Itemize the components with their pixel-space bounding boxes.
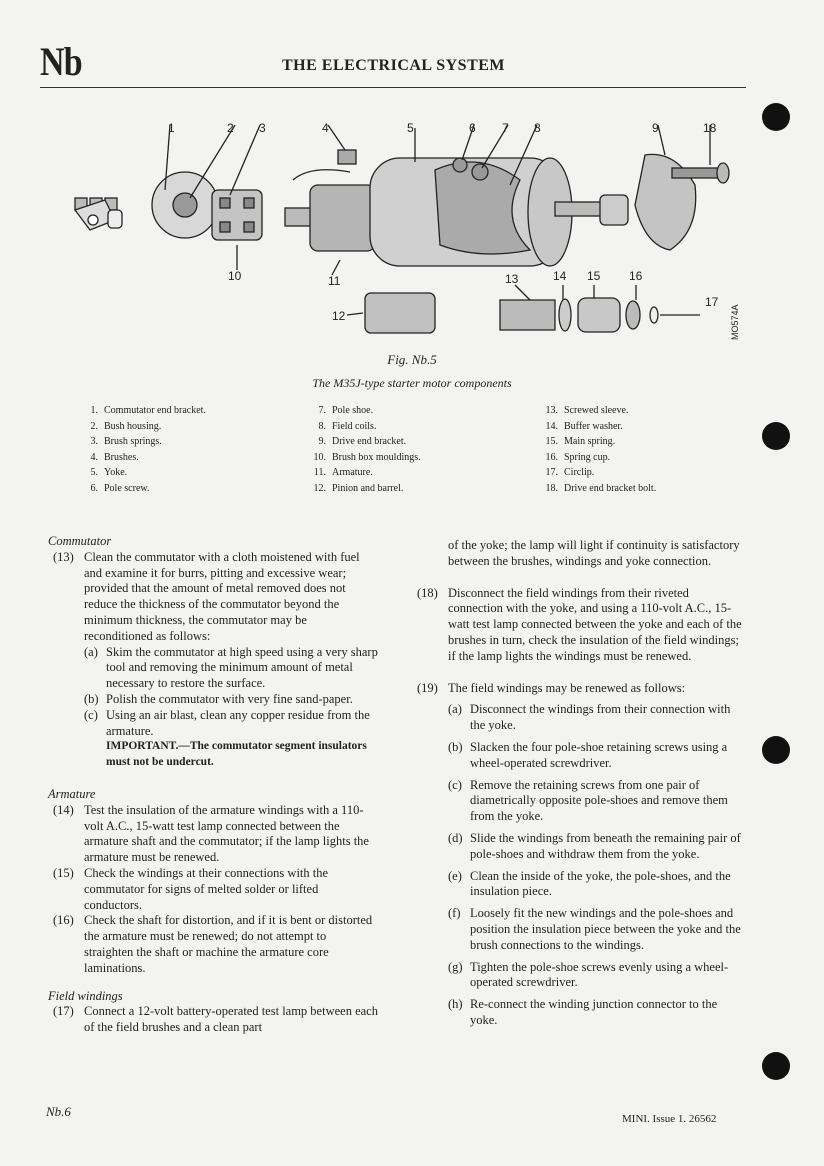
- important-note: IMPORTANT.—The commutator segment insulators must not be undercut.: [106, 740, 367, 769]
- step-19d: (d) Slide the windings from beneath the remaining pair of pole-shoes and withdraw them from the yoke.: [448, 830, 741, 861]
- legend-item: 9. Drive end bracket.: [318, 436, 407, 447]
- diagram-label: 8: [534, 121, 541, 135]
- legend-item: 17. Circlip.: [545, 467, 595, 478]
- step-19f: (f) Loosely fit the new windings and the pole-shoes and position the insulation piece between the yoke and the brush connections to the windings.: [448, 906, 741, 952]
- diagram-label: 1: [168, 121, 175, 135]
- step-13a: (a) Skim the commutator at high speed using a very sharp tool and removing the minimum amount of metal necessary to restore the surface.: [84, 644, 378, 691]
- punch-hole: [762, 103, 790, 131]
- legend-item: 2. Bush housing.: [90, 420, 162, 432]
- section-code: Nb: [40, 39, 82, 84]
- legend-column-2: [306, 403, 421, 496]
- legend-item: 10. Brush box mouldings.: [313, 451, 421, 463]
- diagram-label: 5: [407, 121, 414, 135]
- figure-code: MO574A: [730, 304, 740, 340]
- diagram-label: 4: [322, 121, 329, 135]
- step-19a: (a) Disconnect the windings from their connection with the yoke.: [448, 702, 731, 733]
- step-19b: (b) Slacken the four pole-shoe retaining screws using a wheel-operated screwdriver.: [448, 739, 728, 770]
- step-13c: (c) Using an air blast, clean any copper residue from the armature.: [84, 707, 370, 738]
- step-19g: (g) Tighten the pole-shoe screws evenly using a wheel-operated screwdriver.: [448, 959, 729, 990]
- diagram-label: 3: [259, 121, 266, 135]
- step-16: (16) Check the shaft for distortion, and if it is bent or distorted the armature must be renewed; do not attempt to straighten the shaft or machine the armature core laminations.: [53, 913, 373, 975]
- legend-item: 15. Main spring.: [545, 436, 616, 447]
- punch-hole: [762, 736, 790, 764]
- diagram-label: 14: [553, 269, 567, 283]
- step-17-continued: of the yoke; the lamp will light if continuity is satisfactory between the brushes, windings and yoke connection.: [448, 538, 740, 568]
- figure-caption: The M35J-type starter motor components: [312, 376, 512, 390]
- legend-column-1: [78, 403, 206, 496]
- starter-motor-diagram: [60, 110, 750, 360]
- step-13b: (b) Polish the commutator with very fine sand-paper.: [84, 691, 353, 706]
- diagram-label: 10: [228, 269, 242, 283]
- diagram-label: 15: [587, 269, 601, 283]
- legend-item: 11. Armature.: [313, 467, 373, 478]
- legend-item: 18. Drive end bracket bolt.: [545, 482, 657, 494]
- subheading-commutator: Commutator: [48, 534, 112, 548]
- step-19c: (c) Remove the retaining screws from one pair of diametrically opposite pole-shoes and remove them from the yoke.: [448, 777, 728, 824]
- diagram-label: 18: [703, 121, 717, 135]
- diagram-label: 16: [629, 269, 643, 283]
- legend-item: 13. Screwed sleeve.: [545, 405, 629, 416]
- step-18: (18) Disconnect the field windings from their riveted connection with the yoke, and using a 110-volt A.C., 15-watt test lamp connected between the yoke and each of the brushes in turn, check the insulation of the field windings; if the lamp lights the windings must be renewed.: [417, 585, 742, 663]
- legend-item: 7. Pole shoe.: [318, 405, 374, 416]
- right-column: [412, 538, 742, 1029]
- diagram-label: 2: [227, 121, 234, 135]
- step-19h: (h) Re-connect the winding junction connector to the yoke.: [448, 997, 718, 1027]
- punch-hole: [762, 422, 790, 450]
- legend-item: 14. Buffer washer.: [545, 420, 623, 432]
- subheading-armature: Armature: [48, 786, 96, 801]
- diagram-label: 11: [328, 274, 341, 288]
- punch-hole: [762, 1052, 790, 1080]
- legend-item: 12. Pinion and barrel.: [313, 482, 404, 494]
- issue-info: MINI. Issue 1. 26562: [622, 1113, 717, 1125]
- left-column: [48, 534, 378, 1036]
- diagram-label: 17: [705, 295, 719, 309]
- page-number: Nb.6: [46, 1104, 71, 1119]
- diagram-label: 12: [332, 309, 346, 323]
- step-17: (17) Connect a 12-volt battery-operated test lamp between each of the field brushes and a clean part: [53, 1004, 378, 1035]
- legend-item: 3. Brush springs.: [90, 436, 162, 447]
- diagram-label: 9: [652, 121, 659, 135]
- diagram-label: 7: [502, 121, 509, 135]
- step-19: (19) The field windings may be renewed as follows:: [417, 680, 686, 695]
- diagram-label: 13: [505, 272, 519, 286]
- legend-item: 8. Field coils.: [318, 420, 377, 432]
- legend-item: 16. Spring cup.: [545, 451, 611, 463]
- header-rule: [40, 87, 746, 88]
- legend-column-3: [538, 403, 656, 496]
- figure-number: Fig. Nb.5: [387, 352, 437, 367]
- legend-item: 4. Brushes.: [90, 451, 139, 463]
- step-14: (14) Test the insulation of the armature windings with a 110-volt A.C., 15-watt test lamp connected between the armature shaft and the commutator; if the lamp lights the armature must be renewed.: [53, 802, 369, 865]
- subheading-field-windings: Field windings: [48, 988, 123, 1003]
- step-13: (13) Clean the commutator with a cloth moistened with fuel and examine it for burrs, pitting and excessive wear; provided that the amount of metal removed does not reduce the thickness of the commutator beyond the minimum thickness, the commutator may be reconditioned as follows:: [53, 549, 360, 643]
- step-15: (15) Check the windings at their connections with the commutator for signs of melted solder or lifted conductors.: [53, 865, 329, 912]
- legend-item: 5. Yoke.: [90, 467, 128, 478]
- diagram-label: 6: [469, 121, 476, 135]
- legend-item: 6. Pole screw.: [90, 482, 150, 494]
- page-title: THE ELECTRICAL SYSTEM: [282, 57, 506, 74]
- legend-item: 1. Commutator end bracket.: [90, 405, 206, 416]
- step-19e: (e) Clean the inside of the yoke, the pole-shoes, and the insulation piece.: [448, 868, 731, 899]
